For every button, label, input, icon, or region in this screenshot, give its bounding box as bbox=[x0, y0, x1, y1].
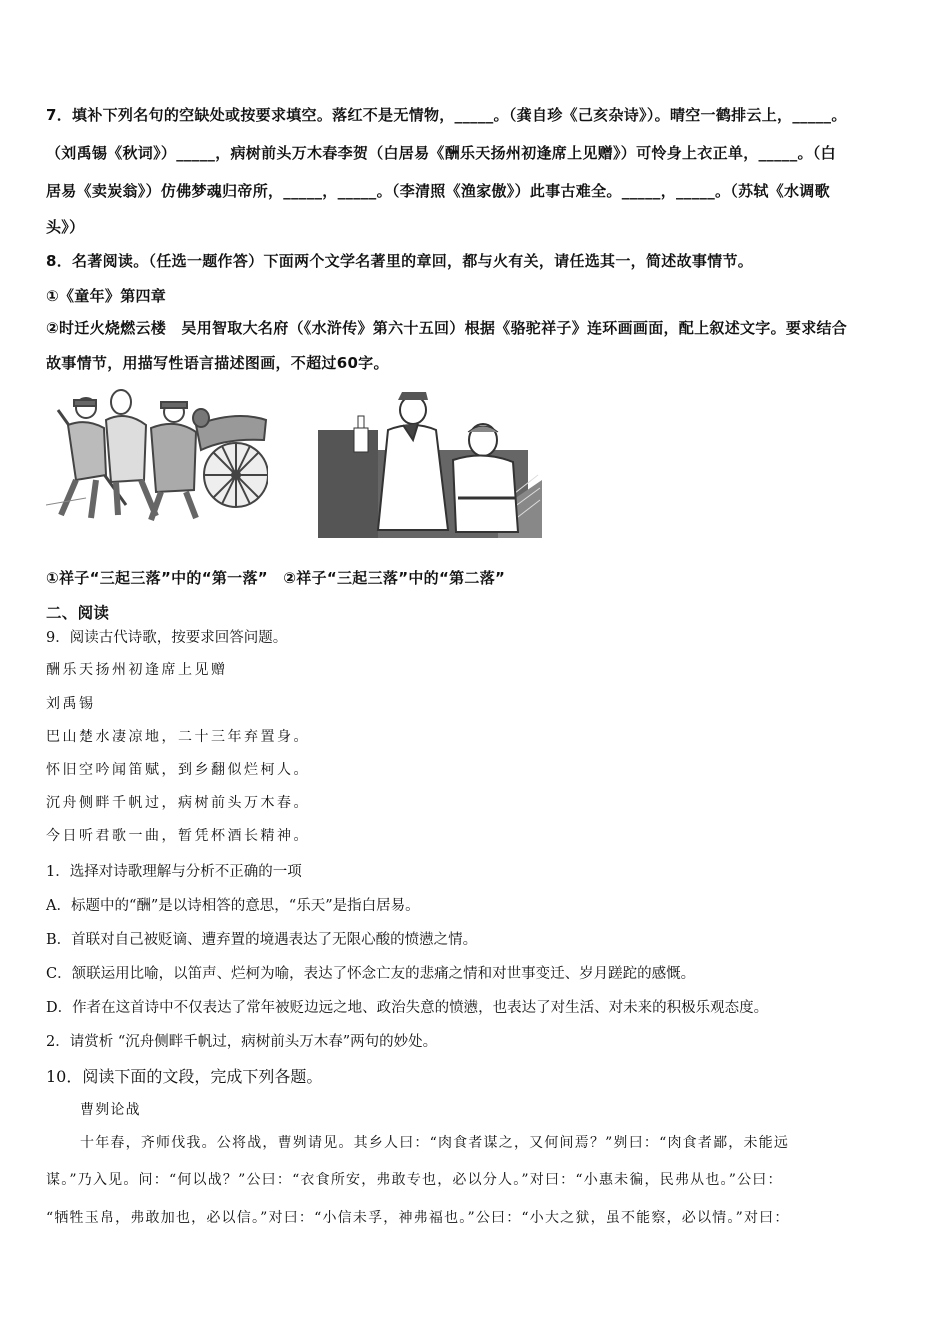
q7-line-3: 居易《卖炭翁》）仿佛梦魂归帝所，_____，_____。（李清照《渔家傲》）此事古难全。_____，_____。（苏轼《水调歌 bbox=[46, 182, 830, 200]
q9-option-b: B．首联对自己被贬谪、遭弃置的境遇表达了无限心酸的愤懑之情。 bbox=[46, 932, 478, 948]
poem-line-4: 今日听君歌一曲，暂凭杯酒长精神。 bbox=[46, 828, 310, 844]
q9-option-c: C．颔联运用比喻，以笛声、烂柯为喻，表达了怀念亡友的悲痛之情和对世事变迁、岁月蹉跎的感慨。 bbox=[46, 966, 696, 982]
q7-line-2: （刘禹锡《秋词》）_____，病树前头万木春李贺（白居易《酬乐天扬州初逢席上见赠》）可怜身上衣正单，_____。（白 bbox=[46, 144, 836, 162]
poem-title: 酬乐天扬州初逢席上见赠 bbox=[46, 662, 228, 678]
comic-panel-1-image bbox=[46, 380, 268, 525]
q10-prompt: 10．阅读下面的文段，完成下列各题。 bbox=[46, 1067, 323, 1086]
q7-line-1: 7．填补下列名句的空缺处或按要求填空。落红不是无情物，_____。（龚自珍《己亥杂诗》）。晴空一鹤排云上，_____。 bbox=[46, 106, 847, 124]
comic-panel-2-image bbox=[318, 380, 542, 538]
passage-line-3: “牺牲玉帛，弗敢加也，必以信。”对曰：“小信未孚，神弗福也。”公曰：“小大之狱，虽不能察，必以情。”对曰： bbox=[46, 1210, 790, 1226]
passage-line-1: 十年春，齐师伐我。公将战，曹刿请见。其乡人曰：“肉食者谋之，又何间焉？”刿曰：“肉食者鄙，未能远 bbox=[80, 1135, 790, 1151]
q8-option-1: ①《童年》第四章 bbox=[46, 287, 167, 305]
poem-line-1: 巴山楚水凄凉地，二十三年弃置身。 bbox=[46, 729, 310, 745]
q8-option-2-line-1: ②时迁火烧燃云楼 吴用智取大名府（《水浒传》第六十五回）根据《骆驼祥子》连环画画面，配上叙述文字。要求结合 bbox=[46, 319, 848, 337]
q8-option-2-line-2: 故事情节，用描写性语言描述图画，不超过60字。 bbox=[46, 354, 389, 372]
q8-prompt: 8．名著阅读。（任选一题作答）下面两个文学名著里的章回，都与火有关，请任选其一，简述故事情节。 bbox=[46, 252, 754, 270]
q7-line-4: 头》） bbox=[46, 218, 85, 236]
q9-option-a: A．标题中的“酬”是以诗相答的意思，“乐天”是指白居易。 bbox=[46, 898, 420, 914]
poem-line-3: 沉舟侧畔千帆过，病树前头万木春。 bbox=[46, 795, 310, 811]
q9-option-d: D．作者在这首诗中不仅表达了常年被贬边远之地、政治失意的愤懑，也表达了对生活、对未来的积极乐观态度。 bbox=[46, 1000, 769, 1016]
poem-author: 刘禹锡 bbox=[46, 696, 96, 712]
passage-title: 曹刿论战 bbox=[80, 1102, 141, 1118]
passage-line-2: 谋。”乃入见。问：“何以战？”公曰：“衣食所安，弗敢专也，必以分人。”对曰：“小惠未徧，民弗从也。”公曰： bbox=[46, 1172, 783, 1188]
q9-prompt: 9．阅读古代诗歌，按要求回答问题。 bbox=[46, 630, 288, 646]
q9-sub-question-2: 2．请赏析 “沉舟侧畔千帆过，病树前头万木春”两句的妙处。 bbox=[46, 1034, 438, 1050]
q9-sub-question-1: 1．选择对诗歌理解与分析不正确的一项 bbox=[46, 864, 302, 880]
section-heading: 二、阅读 bbox=[46, 604, 110, 622]
q8-image-captions: ①祥子“三起三落”中的“第一落” ②祥子“三起三落”中的“第二落” bbox=[46, 569, 506, 587]
poem-line-2: 怀旧空吟闻笛赋，到乡翻似烂柯人。 bbox=[46, 762, 310, 778]
